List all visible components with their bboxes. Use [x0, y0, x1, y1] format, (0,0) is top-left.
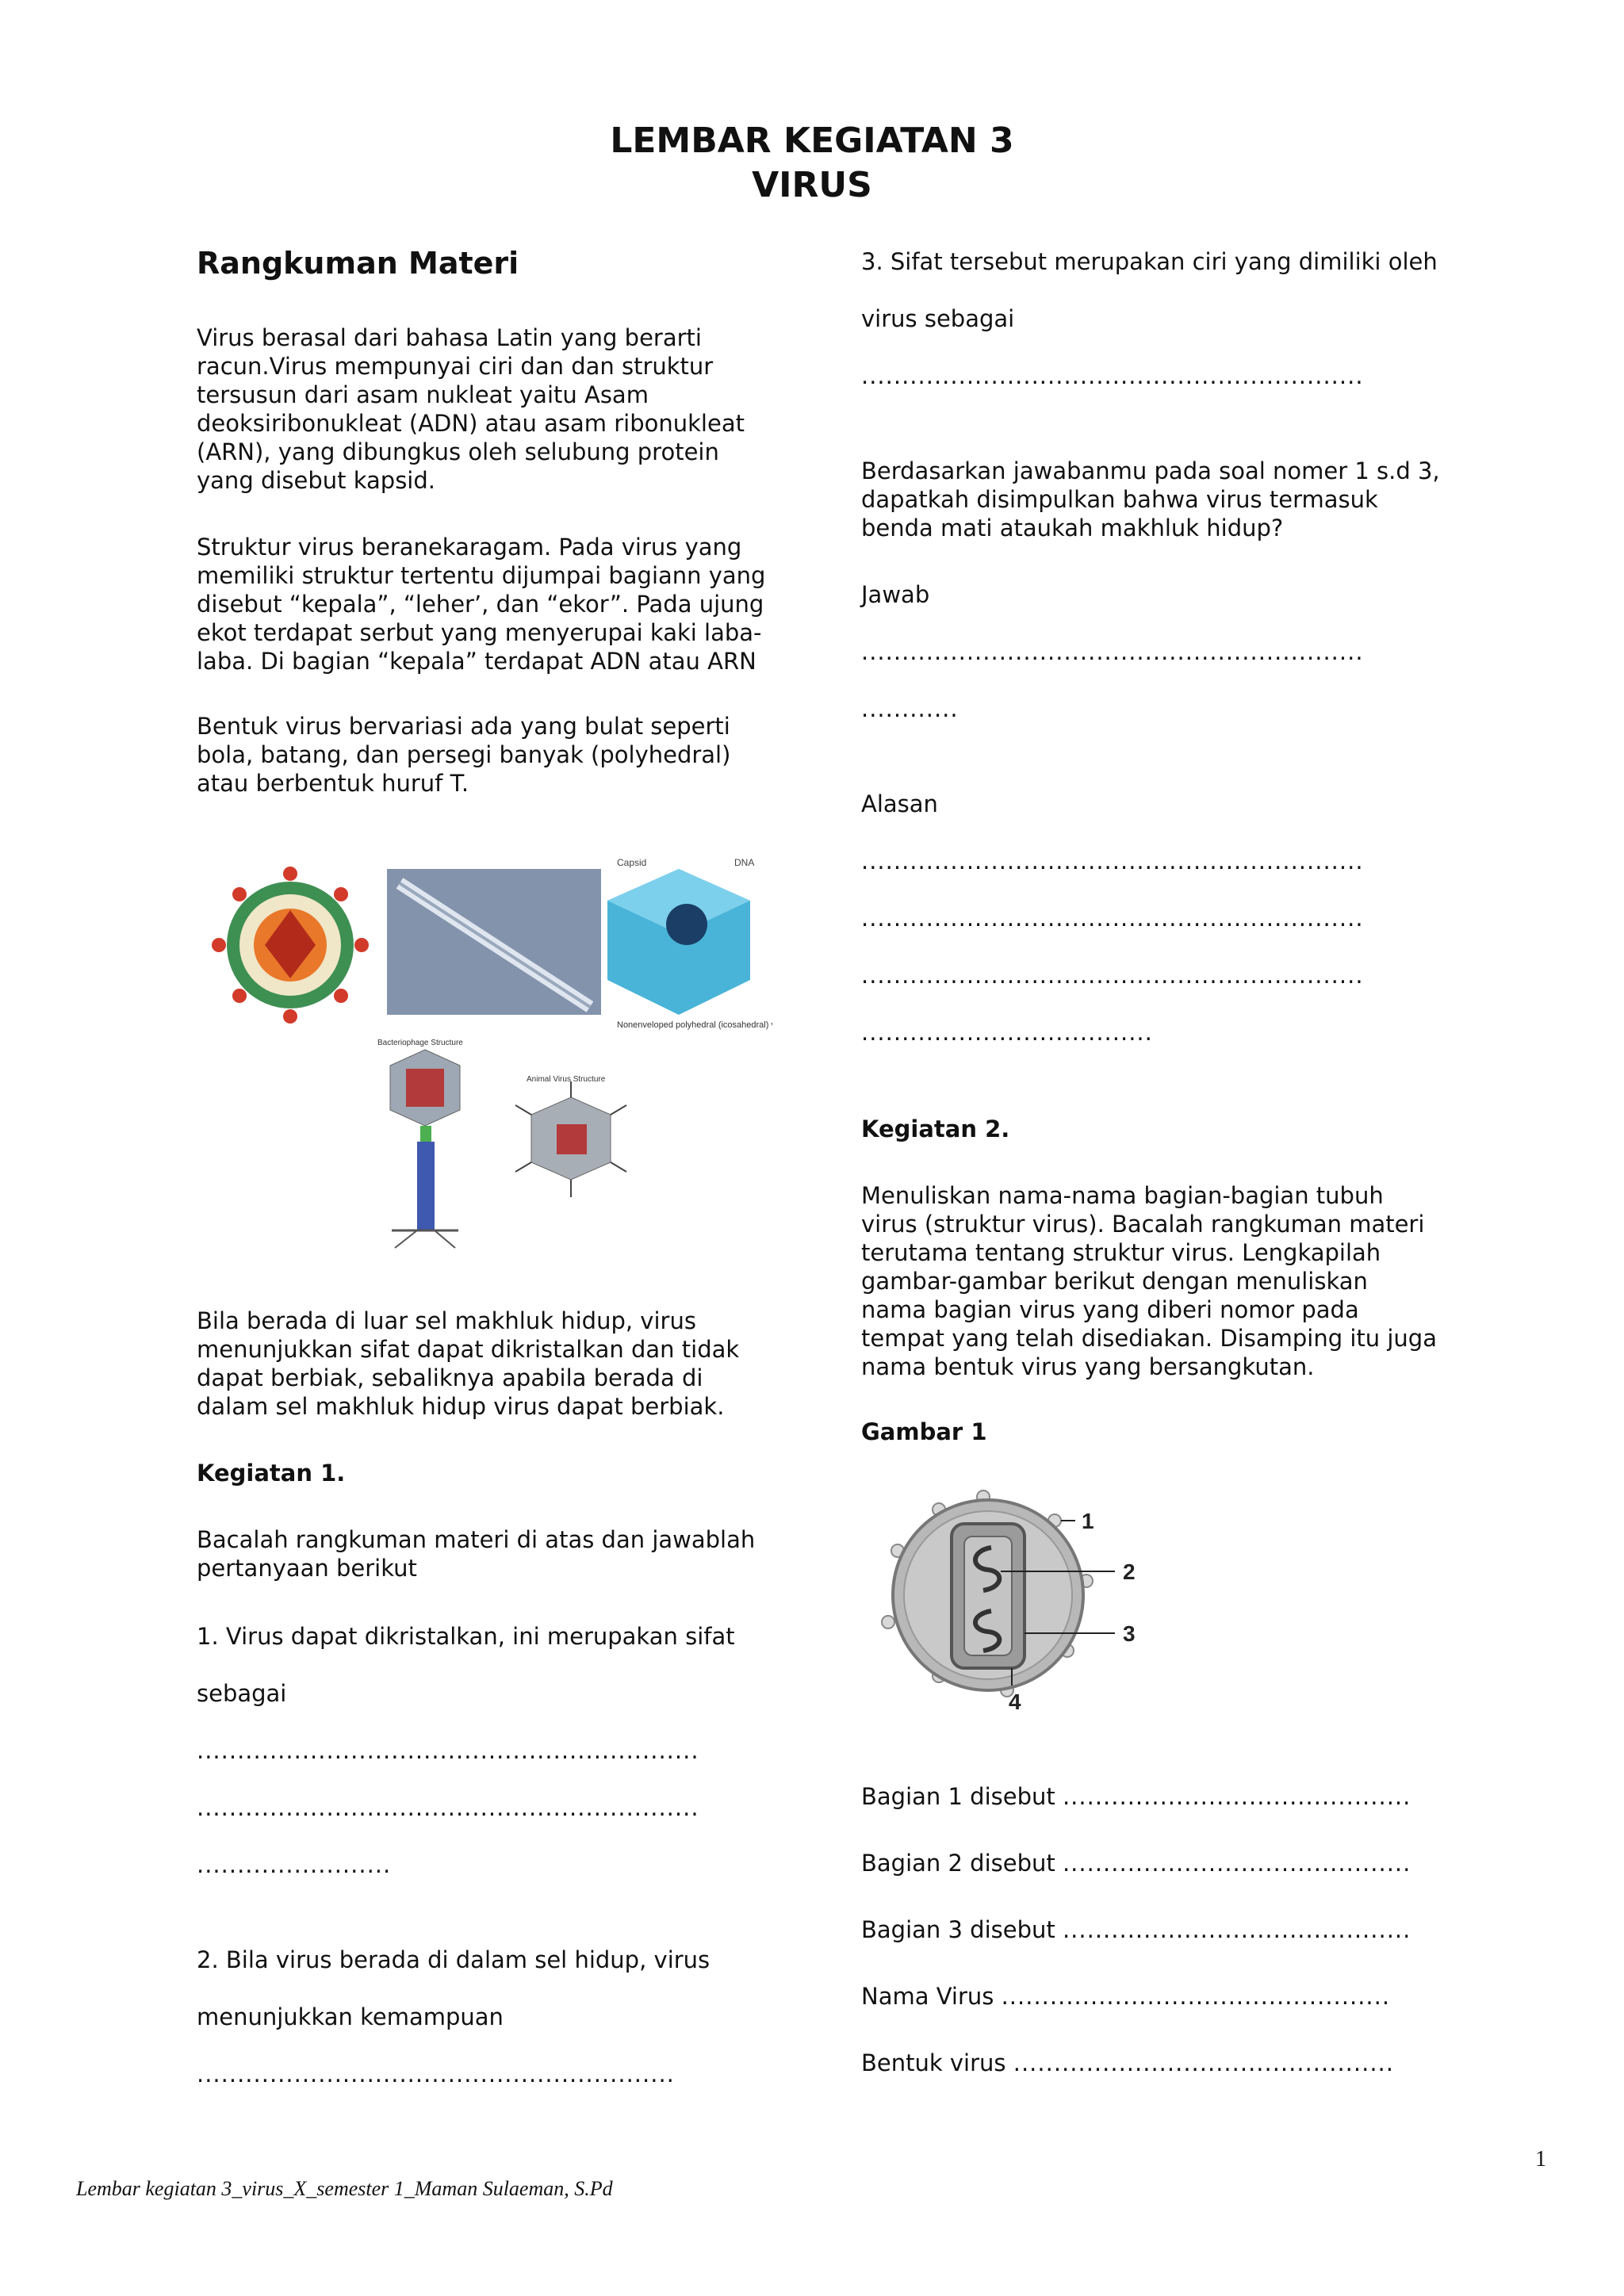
diagram-label-4: 4: [1009, 1689, 1021, 1714]
answer-blank[interactable]: ...........................................: [1062, 1850, 1411, 1877]
svg-text:Bacteriophage Structure: Bacteriophage Structure: [377, 1039, 463, 1047]
answer-line-alasan-3[interactable]: ..............................................................: [861, 962, 1364, 989]
conclusion-question: Berdasarkan jawabanmu pada soal nomer 1 s.d 3, dapatkah disimpulkan bahwa virus termasuk benda mati ataukah makhluk hidup?: [861, 457, 1440, 541]
paragraph-3: Bentuk virus bervariasi ada yang bulat seperti bola, batang, dan persegi banyak (polyhedral) atau berbentuk huruf T.: [197, 713, 731, 797]
polyhedral-virus-image: [607, 857, 772, 1030]
page-subtitle: VIRUS: [752, 165, 872, 205]
answer-line-q3[interactable]: ..............................................................: [861, 362, 1364, 389]
answer-row-bagian-2: [861, 1849, 1411, 1877]
svg-text:Capsid: Capsid: [617, 857, 647, 868]
answer-line-jawab-2[interactable]: ............: [861, 695, 959, 722]
question-3-continuation: virus sebagai: [861, 305, 1015, 332]
footer-text: Lembar kegiatan 3_virus_X_semester 1_Maman Sulaeman, S.Pd: [76, 2177, 613, 2200]
answer-line-q1-2[interactable]: ..............................................................: [197, 1794, 699, 1821]
diagram-label-2: 2: [1123, 1559, 1136, 1584]
animal-virus-image: [515, 1075, 626, 1197]
alasan-label: Alasan: [861, 790, 938, 817]
paragraph-4: Bila berada di luar sel makhluk hidup, virus menunjukkan sifat dapat dikristalkan dan tidak dapat berbiak, sebaliknya apabila berada di dalam sel makhluk hidup virus dapat berbiak.: [197, 1307, 740, 1420]
section-heading: Rangkuman Materi: [197, 246, 519, 281]
answer-line-q1-3[interactable]: ........................: [197, 1851, 392, 1878]
answer-line-jawab-1[interactable]: ..............................................................: [861, 638, 1364, 665]
labeled-virus-diagram: [872, 1483, 1158, 1728]
answer-line-q1-1[interactable]: ..............................................................: [197, 1737, 699, 1764]
diagram-label-1: 1: [1082, 1509, 1094, 1533]
answer-row-nama-virus: [861, 1982, 1390, 2011]
question-2-text: 2. Bila virus berada di dalam sel hidup, virus: [197, 1946, 710, 1973]
answer-label: Bagian 2 disebut: [861, 1850, 1055, 1877]
answer-line-q2[interactable]: ...........................................................: [197, 2061, 675, 2087]
svg-text:Nonenveloped polyhedral (icosa: Nonenveloped polyhedral (icosahedral) virus: [617, 1020, 772, 1030]
kegiatan-1-instruction: Bacalah rangkuman materi di atas dan jawablah pertanyaan berikut: [197, 1526, 756, 1582]
kegiatan-2-heading: Kegiatan 2.: [861, 1115, 1010, 1142]
answer-label: Bagian 1 disebut: [861, 1783, 1055, 1810]
jawab-label: Jawab: [861, 581, 930, 608]
svg-text:DNA: DNA: [734, 857, 755, 868]
answer-line-alasan-1[interactable]: ..............................................................: [861, 848, 1364, 874]
enveloped-virus-image: [212, 867, 369, 1024]
svg-text:Animal Virus Structure: Animal Virus Structure: [527, 1075, 606, 1084]
question-1-text: 1. Virus dapat dikristalkan, ini merupakan sifat: [197, 1623, 735, 1650]
question-3-text: 3. Sifat tersebut merupakan ciri yang dimiliki oleh: [861, 248, 1438, 275]
virus-shapes-figure: [201, 851, 772, 1264]
answer-row-bentuk-virus: [861, 2049, 1394, 2077]
bacteriophage-image: [377, 1039, 463, 1248]
paragraph-1: Virus berasal dari bahasa Latin yang berarti racun.Virus mempunyai ciri dan dan struktur tersusun dari asam nukleat yaitu Asam deoksiribonukleat (ADN) atau asam ribonukleat (ARN), yang dibungkus oleh selubung protein yang disebut kapsid.: [197, 324, 745, 494]
paragraph-2: Struktur virus beranekaragam. Pada virus yang memiliki struktur tertentu dijumpai bagiann yang disebut “kepala”, “leher’, dan “ekor”. Pada ujung ekot terdapat serbut yang menyerupai kaki laba-laba. Di bagian “kepala” terdapat ADN atau ARN: [197, 534, 766, 675]
answer-blank[interactable]: ...........................................: [1062, 1916, 1411, 1943]
answer-label: Nama Virus: [861, 1983, 994, 2010]
answer-row-bagian-3: [861, 1915, 1411, 1944]
answer-blank[interactable]: ...........................................: [1062, 1783, 1411, 1810]
page-title: LEMBAR KEGIATAN 3: [610, 121, 1014, 161]
answer-label: Bentuk virus: [861, 2049, 1006, 2076]
answer-blank[interactable]: ................................................: [1001, 1983, 1391, 2010]
answer-blank[interactable]: ...............................................: [1013, 2049, 1394, 2076]
kegiatan-2-instruction: Menuliskan nama-nama bagian-bagian tubuh virus (struktur virus). Bacalah rangkuman materi terutama tentang struktur virus. Lengkapilah gambar-gambar berikut dengan menuliskan nama bagian virus yang diberi nomor pada tempat yang telah disediakan. Disamping itu juga nama bentuk virus yang bersangkutan.: [861, 1182, 1437, 1380]
kegiatan-1-heading: Kegiatan 1.: [197, 1460, 346, 1487]
answer-label: Bagian 3 disebut: [861, 1916, 1055, 1943]
answer-line-alasan-4[interactable]: ....................................: [861, 1019, 1153, 1046]
answer-line-alasan-2[interactable]: ..............................................................: [861, 905, 1364, 932]
rod-virus-micrograph: [387, 869, 601, 1015]
answer-row-bagian-1: [861, 1782, 1411, 1811]
gambar-1-heading: Gambar 1: [861, 1418, 987, 1445]
question-1-continuation: sebagai: [197, 1680, 287, 1707]
diagram-label-3: 3: [1123, 1621, 1136, 1646]
question-2-continuation: menunjukkan kemampuan: [197, 2003, 504, 2030]
page-number: 1: [1535, 2147, 1546, 2172]
